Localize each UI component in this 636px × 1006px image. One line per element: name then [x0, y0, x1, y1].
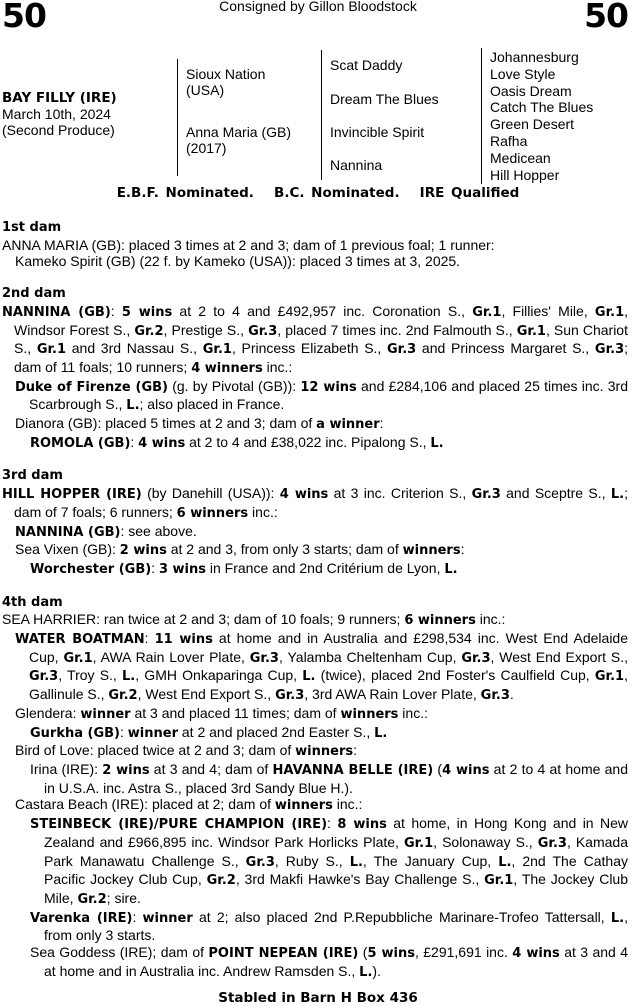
bold-text: 11 wins: [154, 632, 213, 648]
bold-text: Gr.3: [245, 854, 275, 870]
section-heading: 2nd dam: [2, 286, 66, 302]
text: :: [120, 723, 128, 740]
text: Kameko Spirit (GB) (22 f. by Kameko (USA)): placed 3 times at 3, 2025.: [15, 253, 461, 270]
text: Castara Beach (IRE): placed at 2; dam of: [15, 796, 275, 813]
bold-text: L.: [359, 964, 373, 980]
pedigree-bracket-1: [177, 59, 178, 176]
pedigree-entry: [15, 742, 628, 761]
bold-text: 6 winners: [404, 613, 476, 629]
text: ; also placed in France.: [139, 396, 285, 413]
pedigree-entry: [30, 944, 628, 981]
bold-text: 6 winners: [176, 505, 249, 521]
gen3-item: Oasis Dream: [490, 82, 572, 99]
text: ; dam of 11 foals; 10 runners;: [14, 340, 629, 375]
text: : see above.: [120, 522, 197, 539]
text: Glendera:: [15, 704, 81, 721]
gen3-item: Rafha: [490, 132, 528, 149]
consignor: Consigned by Gillon Bloodstock: [219, 0, 417, 14]
bold-text: winner: [127, 725, 178, 741]
bold-text: 4 wins: [279, 487, 329, 503]
pedigree-entry: [30, 909, 628, 944]
text: at 2 to 4 and £38,022 inc. Pipalong S.,: [185, 433, 431, 450]
pedigree-entry: [15, 253, 628, 270]
text: :: [151, 559, 159, 576]
bold-text: 4 wins: [442, 762, 490, 778]
text: :: [379, 415, 384, 432]
dam-name: Anna Maria (GB): [186, 124, 292, 140]
bold-text: Gr.2: [77, 891, 107, 907]
bold-text: Gr.1: [202, 342, 232, 358]
text: , Prestige S.,: [163, 321, 249, 338]
text: inc.:: [332, 796, 363, 813]
text: at home, in Hong Kong and in New Zealand and £966,895 inc. Windsor Park Horlicks Plate,: [44, 815, 629, 850]
text: :: [327, 815, 338, 832]
text: (: [358, 944, 368, 961]
pedigree-entry: [30, 724, 628, 743]
text: (: [433, 760, 443, 777]
horse-name: BAY FILLY (IRE): [2, 90, 117, 106]
bold-text: Gr.1: [594, 304, 625, 320]
bold-text: Gr.3: [471, 487, 501, 503]
text: Sea Goddess (IRE); dam of: [30, 944, 209, 961]
text: , Sun Chariot S.,: [14, 321, 628, 357]
bold-text: Varenka (IRE): [30, 910, 133, 926]
text: in France and 2nd Critérium de Lyon,: [205, 559, 445, 576]
text: :: [353, 742, 358, 759]
bold-text: Gr.1: [484, 873, 514, 889]
text: , Yalamba Cheltenham Cup,: [278, 648, 462, 665]
text: :: [144, 630, 155, 647]
bold-text: winners: [274, 798, 333, 814]
text: , Princess Elizabeth S.,: [231, 340, 388, 357]
text: .: [509, 686, 514, 703]
bold-text: L.: [444, 561, 458, 577]
text: (g. by Pivotal (GB)):: [168, 377, 301, 394]
text: at 2 and placed 2nd Easter S.,: [178, 723, 375, 740]
gen3-item: Hill Hopper: [490, 166, 560, 183]
pedigree-entry: [15, 378, 628, 415]
text: ).: [372, 962, 381, 979]
text: , 3rd Makfi Hawke's Bay Challenge S.,: [235, 871, 485, 888]
pedigree-bracket-2: [321, 50, 322, 180]
text: , from only 3 starts.: [44, 908, 628, 944]
text: , West End Export S.,: [137, 686, 276, 703]
text: SEA HARRIER: ran twice at 2 and 3; dam of 10 foals; 9 runners;: [2, 611, 405, 628]
bold-text: Duke of Firenze (GB): [15, 379, 168, 395]
bold-text: a winner: [316, 417, 380, 433]
dam-dam: Nannina: [330, 157, 383, 173]
bold-text: NANNINA (GB): [15, 524, 121, 540]
pedigree-entry: [30, 434, 628, 453]
bold-text: WATER BOATMAN: [15, 632, 145, 648]
horse-info: [2, 90, 117, 138]
bold-text: L.: [610, 487, 625, 503]
text: at 3 and 4; dam of: [149, 760, 273, 777]
pedigree-entry: [30, 815, 628, 909]
bold-text: 4 winners: [191, 360, 263, 376]
bold-text: 5 wins: [121, 304, 173, 320]
text: :: [110, 302, 122, 319]
bold-text: Gr.3: [537, 835, 567, 851]
pedigree-entry: [15, 630, 628, 705]
bold-text: winners: [402, 543, 461, 559]
bold-text: Worchester (GB): [30, 561, 152, 577]
bold-text: L.: [374, 725, 388, 741]
text: at 2 to 4 at home and in U.S.A. inc. Astra S., placed 3rd Sandy Blue H.).: [44, 760, 628, 796]
horse-foaled: March 10th, 2024: [2, 106, 111, 122]
bold-text: Gr.3: [480, 688, 510, 704]
dam-sire: Invincible Spirit: [330, 124, 425, 140]
bold-text: winners: [340, 706, 399, 722]
text: Irina (IRE):: [30, 760, 103, 777]
text: , 3rd AWA Rain Lover Plate,: [304, 686, 481, 703]
text: at 2; also placed 2nd P.Repubbliche Marinare-Trofeo Tattersall,: [192, 908, 611, 925]
gen3-item: Catch The Blues: [490, 99, 594, 116]
gen3-item: Love Style: [490, 65, 556, 82]
bold-text: POINT NEPEAN (IRE): [208, 946, 359, 962]
text: and 3rd Nassau S.,: [66, 340, 203, 357]
text: ; sire.: [106, 889, 141, 906]
bold-text: Gr.2: [206, 873, 236, 889]
pedigree-entry: [2, 485, 628, 522]
bold-text: Gr.3: [249, 650, 279, 666]
text: Bird of Love: placed twice at 2 and 3; dam of: [15, 742, 296, 759]
nominations: E.B.F. Nominated. B.C. Nominated. IRE Qualified: [116, 185, 520, 201]
text: at 2 to 4 and £492,957 inc. Coronation S.,: [172, 302, 473, 319]
bold-text: NANNINA (GB): [2, 304, 111, 320]
sire-origin: (USA): [186, 82, 225, 98]
lot-number-right: 50: [584, 0, 628, 35]
bold-text: Gr.3: [275, 688, 305, 704]
text: , AWA Rain Lover Plate,: [92, 648, 250, 665]
bold-text: HILL HOPPER (IRE): [2, 487, 142, 503]
text: (by Danehill (USA)):: [141, 485, 280, 502]
lot-number-left: 50: [2, 0, 46, 35]
sire-sire: Scat Daddy: [330, 57, 403, 73]
pedigree-sire: [186, 66, 265, 98]
pedigree-entry: [30, 761, 628, 796]
text: :: [130, 433, 139, 450]
text: inc.:: [248, 503, 278, 520]
bold-text: winners: [295, 744, 354, 760]
bold-text: 8 wins: [337, 817, 387, 833]
bold-text: 12 wins: [300, 379, 357, 395]
pedigree-bracket-3: [481, 48, 482, 184]
pedigree-entry: [2, 303, 628, 378]
text: , 2nd The Cathay Pacific Jockey Club Cup,: [44, 852, 628, 888]
gen3-item: Johannesburg: [490, 49, 579, 65]
dam-year: (2017): [186, 140, 227, 156]
text: Dianora (GB): placed 5 times at 2 and 3; dam of: [15, 415, 317, 432]
bold-text: Gr.1: [594, 669, 625, 685]
bold-text: L.: [122, 669, 136, 685]
bold-text: 3 wins: [158, 561, 206, 577]
bold-text: 2 wins: [102, 762, 150, 778]
bold-text: Gr.1: [472, 304, 502, 320]
text: , £291,691 inc.: [414, 944, 513, 961]
bold-text: Gr.1: [516, 323, 546, 339]
bold-text: HAVANNA BELLE (IRE): [272, 762, 434, 778]
bold-text: 4 wins: [512, 946, 560, 962]
text: and £284,106 and placed 25 times inc. 3rd Scarbrough S.,: [29, 377, 628, 413]
text: at 3 and 4 at home and in Australia inc. Andrew Ramsden S.,: [44, 944, 628, 979]
text: :: [132, 908, 143, 925]
text: , Ruby S.,: [274, 852, 350, 869]
bold-text: Gr.1: [36, 342, 67, 358]
bold-text: L.: [610, 910, 625, 926]
text: at 3 inc. Criterion S.,: [328, 485, 472, 502]
bold-text: ROMOLA (GB): [30, 435, 131, 451]
text: , West End Export S.,: [490, 648, 628, 665]
bold-text: 4 wins: [138, 435, 186, 451]
bold-text: L.: [349, 854, 363, 870]
gen3-item: Medicean: [490, 149, 551, 166]
pedigree-entry: [15, 415, 628, 434]
text: and Princess Margaret S.,: [416, 340, 595, 357]
bold-text: Gr.1: [63, 650, 93, 666]
bold-text: STEINBECK (IRE)/PURE CHAMPION (IRE): [30, 817, 328, 833]
text: inc.:: [475, 611, 506, 628]
bold-text: winner: [80, 706, 131, 722]
bold-text: Gr.1: [403, 835, 434, 851]
bold-text: winner: [142, 910, 193, 926]
text: , Windsor Forest S.,: [14, 302, 629, 338]
bold-text: Gr.3: [29, 669, 59, 685]
text: ; dam of 7 foals; 6 runners;: [14, 485, 629, 520]
pedigree-entry: [15, 523, 628, 542]
text: , Gallinule S.,: [29, 667, 628, 703]
pedigree-entry: [15, 705, 628, 724]
bold-text: 5 wins: [367, 946, 415, 962]
section-heading: 3rd dam: [2, 468, 63, 484]
bold-text: Gurkha (GB): [30, 725, 120, 741]
pedigree-entry: [2, 237, 628, 254]
pedigree-dam: [186, 124, 291, 156]
text: inc.:: [262, 358, 293, 375]
bold-text: Gr.2: [134, 323, 164, 339]
bold-text: L.: [498, 854, 512, 870]
horse-produce: (Second Produce): [2, 122, 115, 138]
catalogue-body: [2, 220, 628, 981]
text: at home and in Australia and £298,534 inc. West End Adelaide Cup,: [29, 630, 628, 665]
bold-text: L.: [430, 435, 444, 451]
stabling-info: Stabled in Barn H Box 436: [218, 990, 418, 1006]
bold-text: Gr.3: [461, 650, 491, 666]
sire-dam: Dream The Blues: [330, 91, 439, 107]
text: , Fillies' Mile,: [501, 302, 595, 319]
text: (twice), placed 2nd Foster's Caulfield Cup,: [315, 667, 595, 684]
text: , The Jockey Club Mile,: [44, 871, 629, 906]
text: at 3 and placed 11 times; dam of: [130, 704, 341, 721]
bold-text: Gr.2: [108, 688, 138, 704]
sire-name: Sioux Nation: [186, 66, 266, 82]
text: and Sceptre S.,: [500, 485, 611, 502]
text: , Solonaway S.,: [433, 833, 538, 850]
pedigree-entry: [30, 560, 628, 579]
bold-text: L.: [302, 669, 316, 685]
bold-text: Gr.3: [387, 342, 417, 358]
bold-text: Gr.3: [248, 323, 278, 339]
pedigree-entry: [2, 611, 628, 630]
pedigree-gen3: [490, 49, 593, 183]
bold-text: L.: [126, 398, 140, 414]
text: , GMH Onkaparinga Cup,: [135, 667, 303, 684]
section-heading: 4th dam: [2, 594, 63, 610]
gen3-item: Green Desert: [490, 116, 575, 133]
text: , Kamada Park Manawatu Challenge S.,: [44, 833, 628, 869]
bold-text: Gr.3: [594, 342, 625, 358]
text: , placed 7 times inc. 2nd Falmouth S.,: [277, 321, 517, 338]
text: inc.:: [398, 704, 428, 721]
section-heading: 1st dam: [2, 220, 62, 235]
text: Sea Vixen (GB):: [15, 541, 120, 558]
text: :: [460, 541, 465, 558]
text: at 2 and 3, from only 3 starts; dam of: [166, 541, 403, 558]
text: , The January Cup,: [362, 852, 499, 869]
pedigree-entry: [15, 541, 628, 560]
text: ANNA MARIA (GB): placed 3 times at 2 and 3; dam of 1 previous foal; 1 runner:: [2, 236, 495, 253]
text: , Troy S.,: [58, 667, 122, 684]
pedigree-entry: [15, 796, 628, 815]
bold-text: 2 wins: [119, 543, 167, 559]
